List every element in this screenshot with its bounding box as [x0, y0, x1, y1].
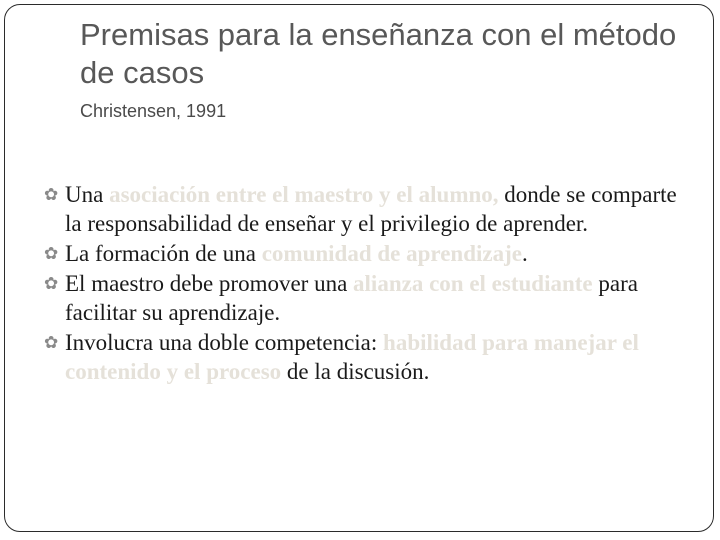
bullet-highlight: asociación entre el maestro y el alumno, — [109, 182, 499, 207]
bullet-text: . — [521, 241, 528, 266]
bullet-item — [44, 180, 684, 238]
bullet-text: donde se comparte la responsabilidad de enseñar y el privilegio de aprender. — [65, 182, 677, 236]
bullet-highlight: habilidad para manejar el contenido y el proceso — [65, 330, 639, 384]
bullet-highlight: comunidad de aprendizaje — [261, 241, 522, 266]
bullet-marker-icon: ✿ — [44, 333, 59, 352]
bullet-marker-icon: ✿ — [44, 185, 59, 204]
bullet-item — [44, 328, 684, 386]
bullet-marker-icon: ✿ — [44, 274, 59, 293]
bullet-item — [44, 269, 684, 327]
bullet-marker-icon: ✿ — [44, 244, 59, 263]
bullet-text: de la discusión. — [281, 359, 430, 384]
slide-subtitle: Christensen, 1991 — [80, 101, 227, 121]
bullet-text: El maestro debe promover una — [65, 271, 354, 296]
bullet-text: Una — [65, 182, 110, 207]
bullet-text: La formación de una — [65, 241, 262, 266]
bullet-text: Involucra una doble competencia: — [65, 330, 384, 355]
bullet-list — [44, 180, 684, 387]
bullet-item — [44, 239, 684, 268]
bullet-text: para facilitar su aprendizaje. — [65, 271, 638, 325]
slide-title: Premisas para la enseñanza con el método de casos — [80, 17, 677, 90]
bullet-highlight: alianza con el estudiante — [353, 271, 593, 296]
